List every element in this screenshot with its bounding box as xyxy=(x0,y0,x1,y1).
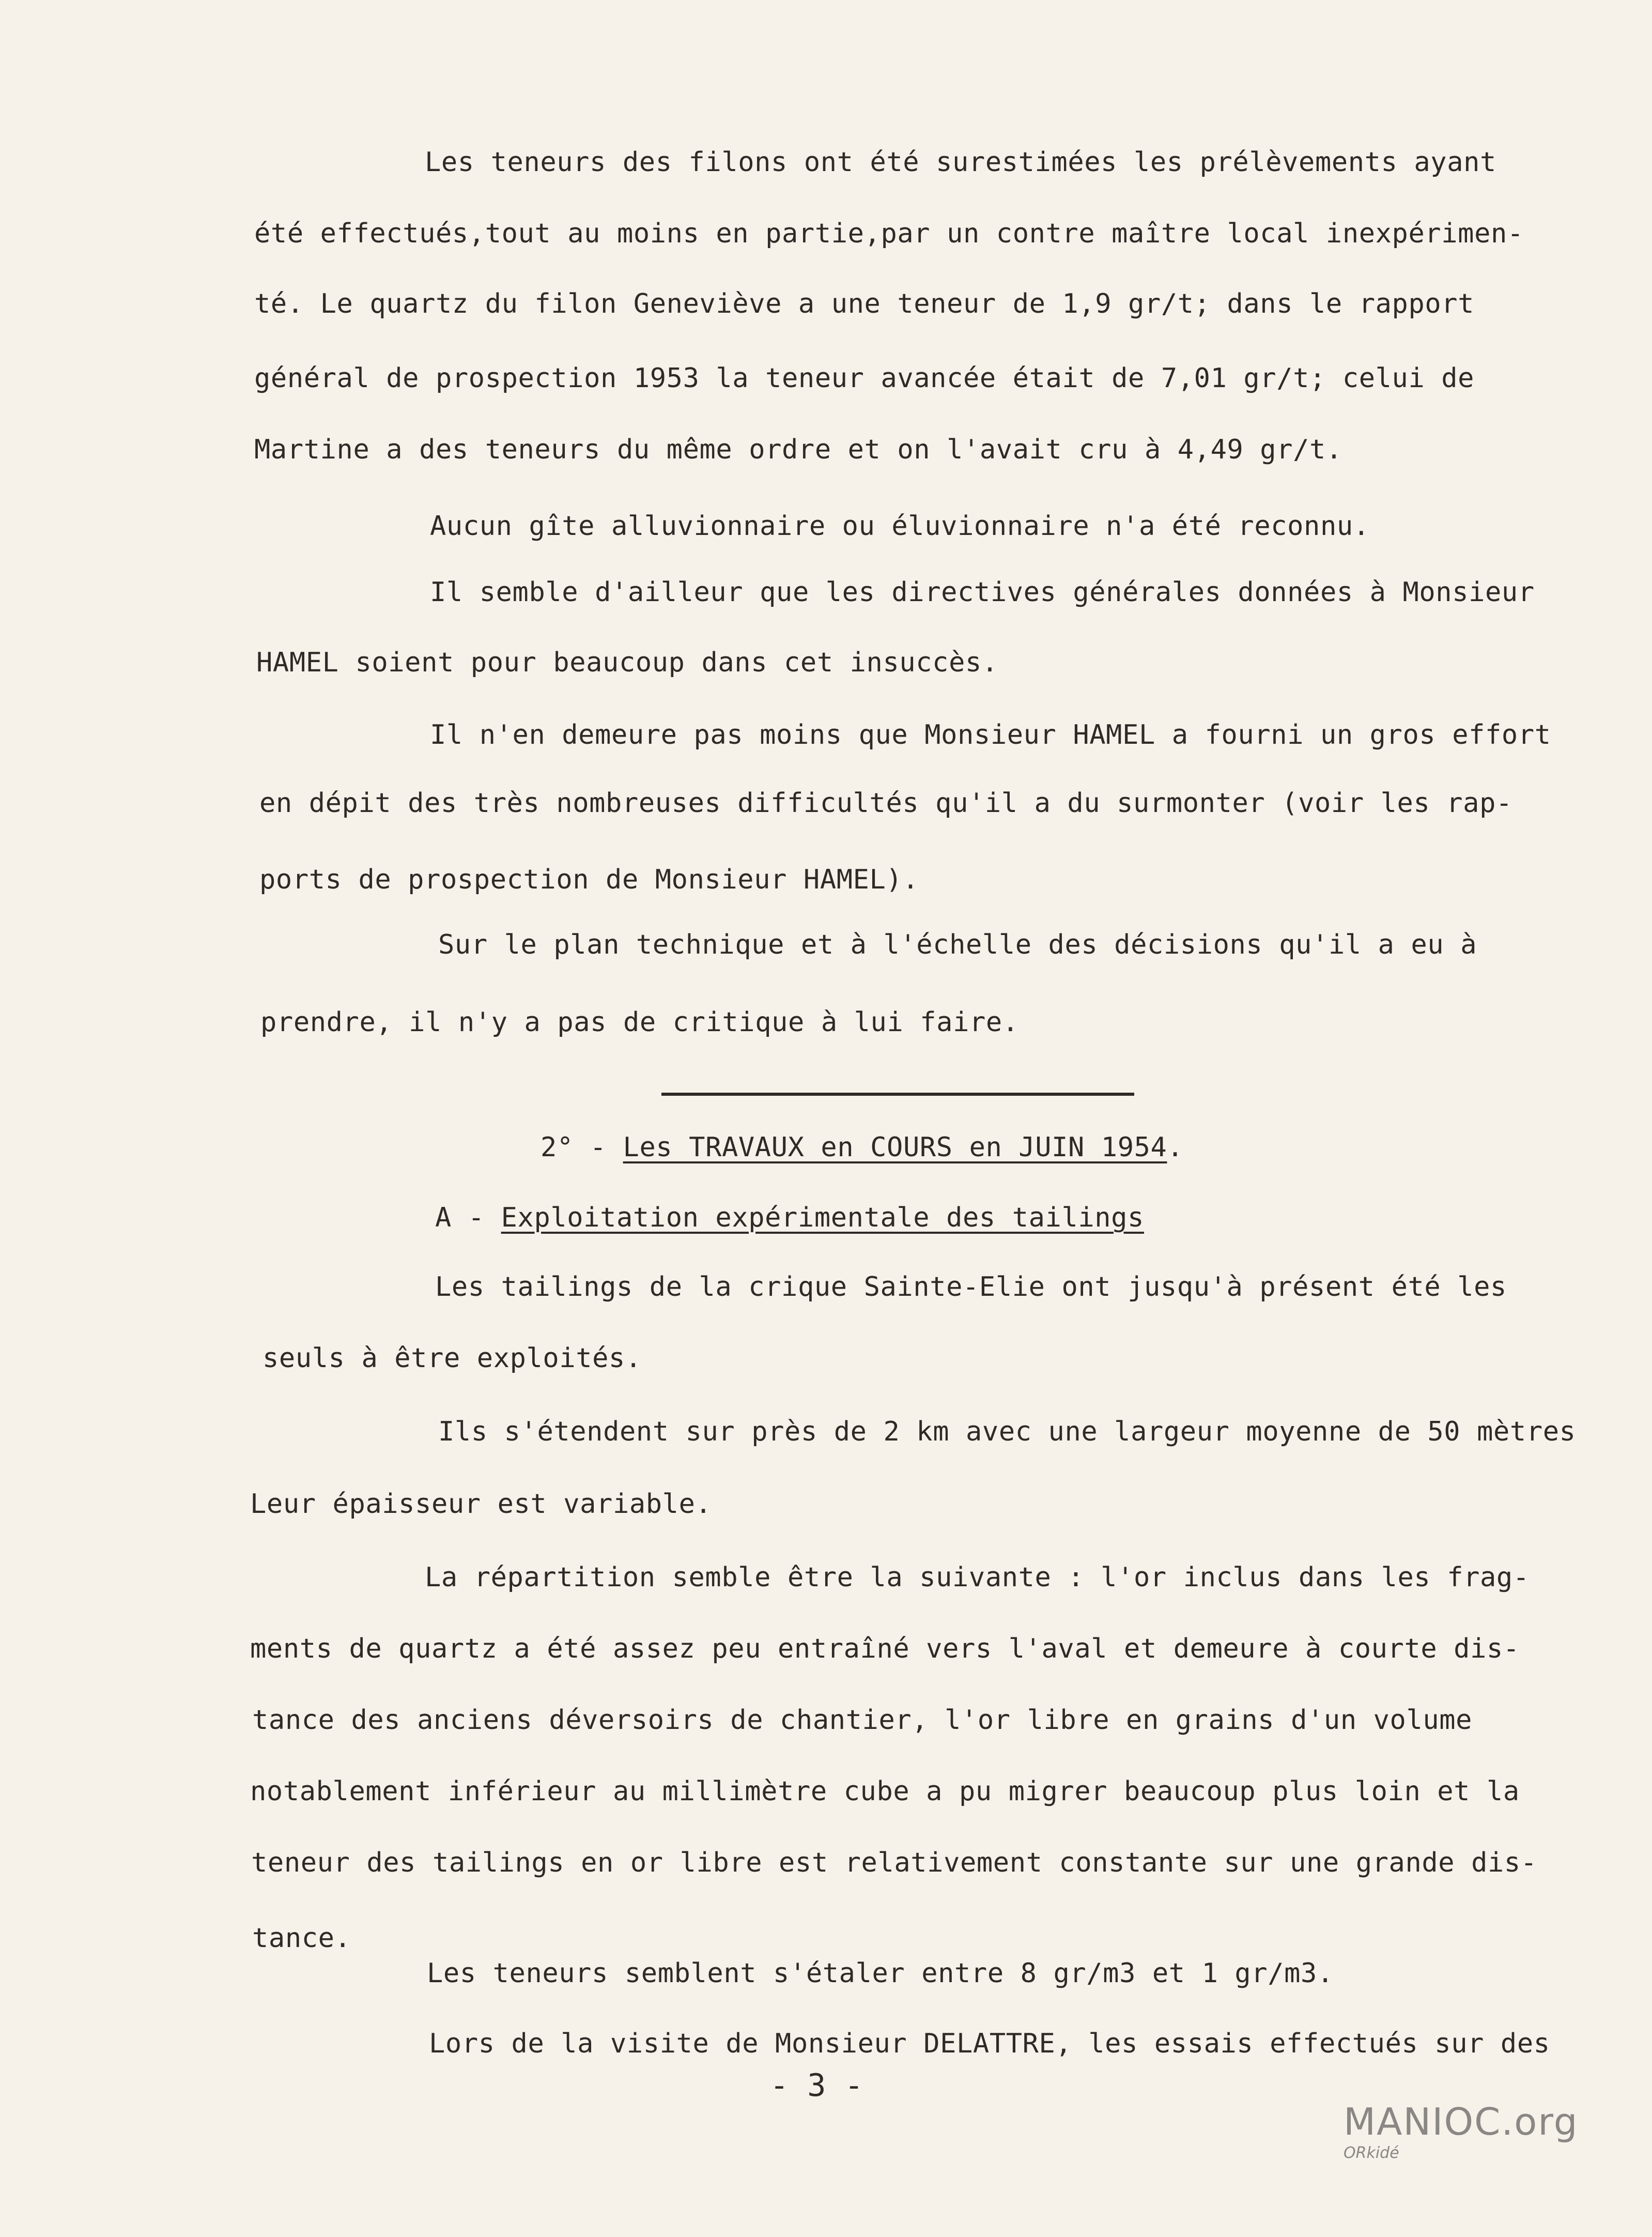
paragraph-line: été effectués,tout au moins en partie,par un contre maître local inexpérimen- xyxy=(254,218,1524,249)
section-title-period: . xyxy=(1167,1132,1184,1163)
paragraph-line: Ils s'étendent sur près de 2 km avec une largeur moyenne de 50 mètres xyxy=(438,1416,1576,1447)
section-divider xyxy=(661,1093,1134,1096)
paragraph-line: seuls à être exploités. xyxy=(263,1343,642,1374)
paragraph-line: prendre, il n'y a pas de critique à lui faire. xyxy=(260,1007,1019,1038)
paragraph-line: Les teneurs des filons ont été surestimées les prélèvements ayant xyxy=(425,147,1496,178)
paragraph-line: La répartition semble être la suivante : l'or inclus dans les frag- xyxy=(425,1562,1530,1593)
section-heading xyxy=(541,1131,1183,1164)
paragraph-line: teneur des tailings en or libre est relativement constante sur une grande dis- xyxy=(251,1847,1537,1878)
paragraph-line: Les teneurs semblent s'étaler entre 8 gr/m3 et 1 gr/m3. xyxy=(427,1958,1334,1989)
paragraph-line: HAMEL soient pour beaucoup dans cet insuccès. xyxy=(256,647,998,678)
subsection-heading xyxy=(435,1201,1144,1234)
subsection-letter: A - xyxy=(435,1202,501,1233)
paragraph-line: en dépit des très nombreuses difficultés qu'il a du surmonter (voir les rap- xyxy=(259,788,1512,819)
page-number: - 3 - xyxy=(770,2067,863,2104)
paragraph-line: té. Le quartz du filon Geneviève a une teneur de 1,9 gr/t; dans le rapport xyxy=(254,288,1475,319)
paragraph-line: Sur le plan technique et à l'échelle des décisions qu'il a eu à xyxy=(438,929,1477,960)
paragraph-line: général de prospection 1953 la teneur avancée était de 7,01 gr/t; celui de xyxy=(254,363,1475,394)
paragraph-line: ports de prospection de Monsieur HAMEL). xyxy=(259,864,919,895)
paragraph-line: ments de quartz a été assez peu entraîné vers l'aval et demeure à courte dis- xyxy=(250,1633,1520,1664)
paragraph-line: notablement inférieur au millimètre cube a pu migrer beaucoup plus loin et la xyxy=(250,1776,1520,1807)
paragraph-line: Les tailings de la crique Sainte-Elie ont jusqu'à présent été les xyxy=(435,1271,1507,1303)
paragraph-line: tance. xyxy=(252,1923,351,1954)
paragraph-line: Lors de la visite de Monsieur DELATTRE, les essais effectués sur des xyxy=(429,2028,1550,2059)
manioc-watermark-subtitle: ORkidé xyxy=(1344,2144,1399,2162)
manioc-watermark-logo: MANIOC.org xyxy=(1344,2100,1579,2143)
section-title: Les TRAVAUX en COURS en JUIN 1954 xyxy=(623,1132,1167,1163)
paragraph-line: Aucun gîte alluvionnaire ou éluvionnaire n'a été reconnu. xyxy=(430,511,1370,542)
paragraph-line: Martine a des teneurs du même ordre et on l'avait cru à 4,49 gr/t. xyxy=(254,434,1342,465)
paragraph-line: Il n'en demeure pas moins que Monsieur HAMEL a fourni un gros effort xyxy=(430,719,1551,750)
subsection-title: Exploitation expérimentale des tailings xyxy=(501,1202,1144,1233)
paragraph-line: tance des anciens déversoirs de chantier, l'or libre en grains d'un volume xyxy=(252,1705,1473,1736)
section-number: 2° - xyxy=(541,1132,623,1163)
paragraph-line: Il semble d'ailleur que les directives générales données à Monsieur xyxy=(430,577,1535,608)
paragraph-line: Leur épaisseur est variable. xyxy=(250,1489,712,1520)
